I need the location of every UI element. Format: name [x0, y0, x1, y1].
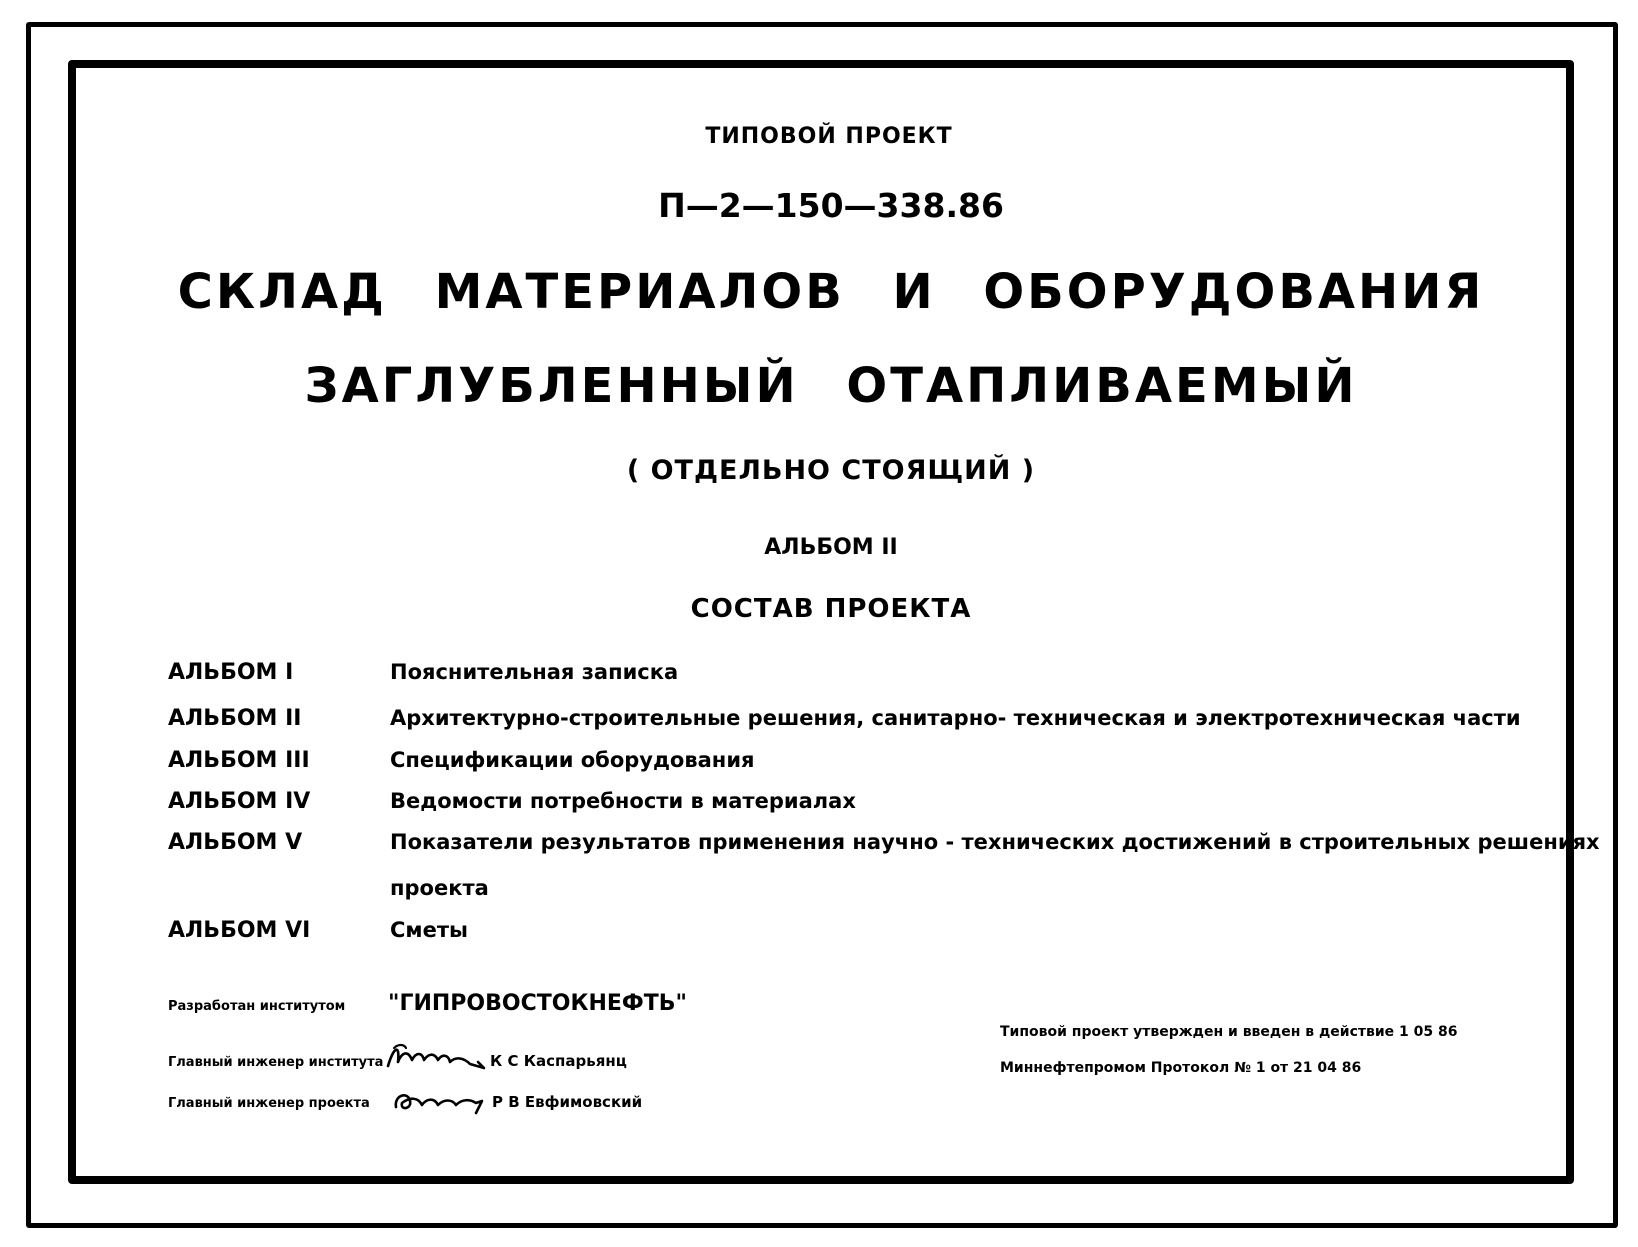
signature-icon [390, 1085, 490, 1121]
album-desc: Спецификации оборудования [390, 748, 755, 772]
developer-label: Разработан институтом [168, 999, 346, 1014]
contents-title: СОСТАВ ПРОЕКТА [690, 594, 972, 624]
approval-line-2: Миннефтепромом Протокол № 1 от 21 04 86 [1000, 1060, 1362, 1076]
album-label: АЛЬБОМ III [168, 748, 310, 773]
current-album: АЛЬБОМ II [764, 535, 898, 560]
album-label: АЛЬБОМ IV [168, 789, 311, 814]
album-desc: Сметы [390, 918, 468, 942]
album-label: АЛЬБОМ II [168, 706, 302, 731]
chief-engineer-name: К С Каспарьянц [490, 1052, 627, 1070]
album-label: АЛЬБОМ VI [168, 918, 311, 943]
signature-icon [384, 1040, 490, 1074]
doc-type: ТИПОВОЙ ПРОЕКТ [705, 124, 953, 149]
approval-line-1: Типовой проект утвержден и введен в действие 1 05 86 [1000, 1024, 1458, 1040]
album-label: АЛЬБОМ V [168, 830, 303, 855]
album-label: АЛЬБОМ I [168, 660, 294, 685]
chief-engineer-label: Главный инженер института [168, 1055, 384, 1070]
title-line-2: ЗАГЛУБЛЕННЫЙ ОТАПЛИВАЕМЫЙ [304, 358, 1358, 414]
album-desc: Пояснительная записка [390, 660, 679, 684]
subtitle: ( ОТДЕЛЬНО СТОЯЩИЙ ) [626, 455, 1036, 486]
project-engineer-label: Главный инженер проекта [168, 1096, 370, 1111]
institute-name: "ГИПРОВОСТОКНЕФТЬ" [388, 991, 687, 1016]
album-desc-continued: проекта [390, 876, 489, 900]
album-desc: Ведомости потребности в материалах [390, 789, 856, 813]
doc-code: П—2—150—338.86 [658, 186, 1004, 225]
title-line-1: СКЛАД МАТЕРИАЛОВ И ОБОРУДОВАНИЯ [177, 264, 1485, 320]
album-desc: Показатели результатов применения научно - технических достижений в строительных решениях [390, 830, 1600, 854]
album-desc: Архитектурно-строительные решения, санитарно- техническая и электротехническая части [390, 706, 1521, 730]
project-engineer-name: Р В Евфимовский [492, 1093, 643, 1111]
